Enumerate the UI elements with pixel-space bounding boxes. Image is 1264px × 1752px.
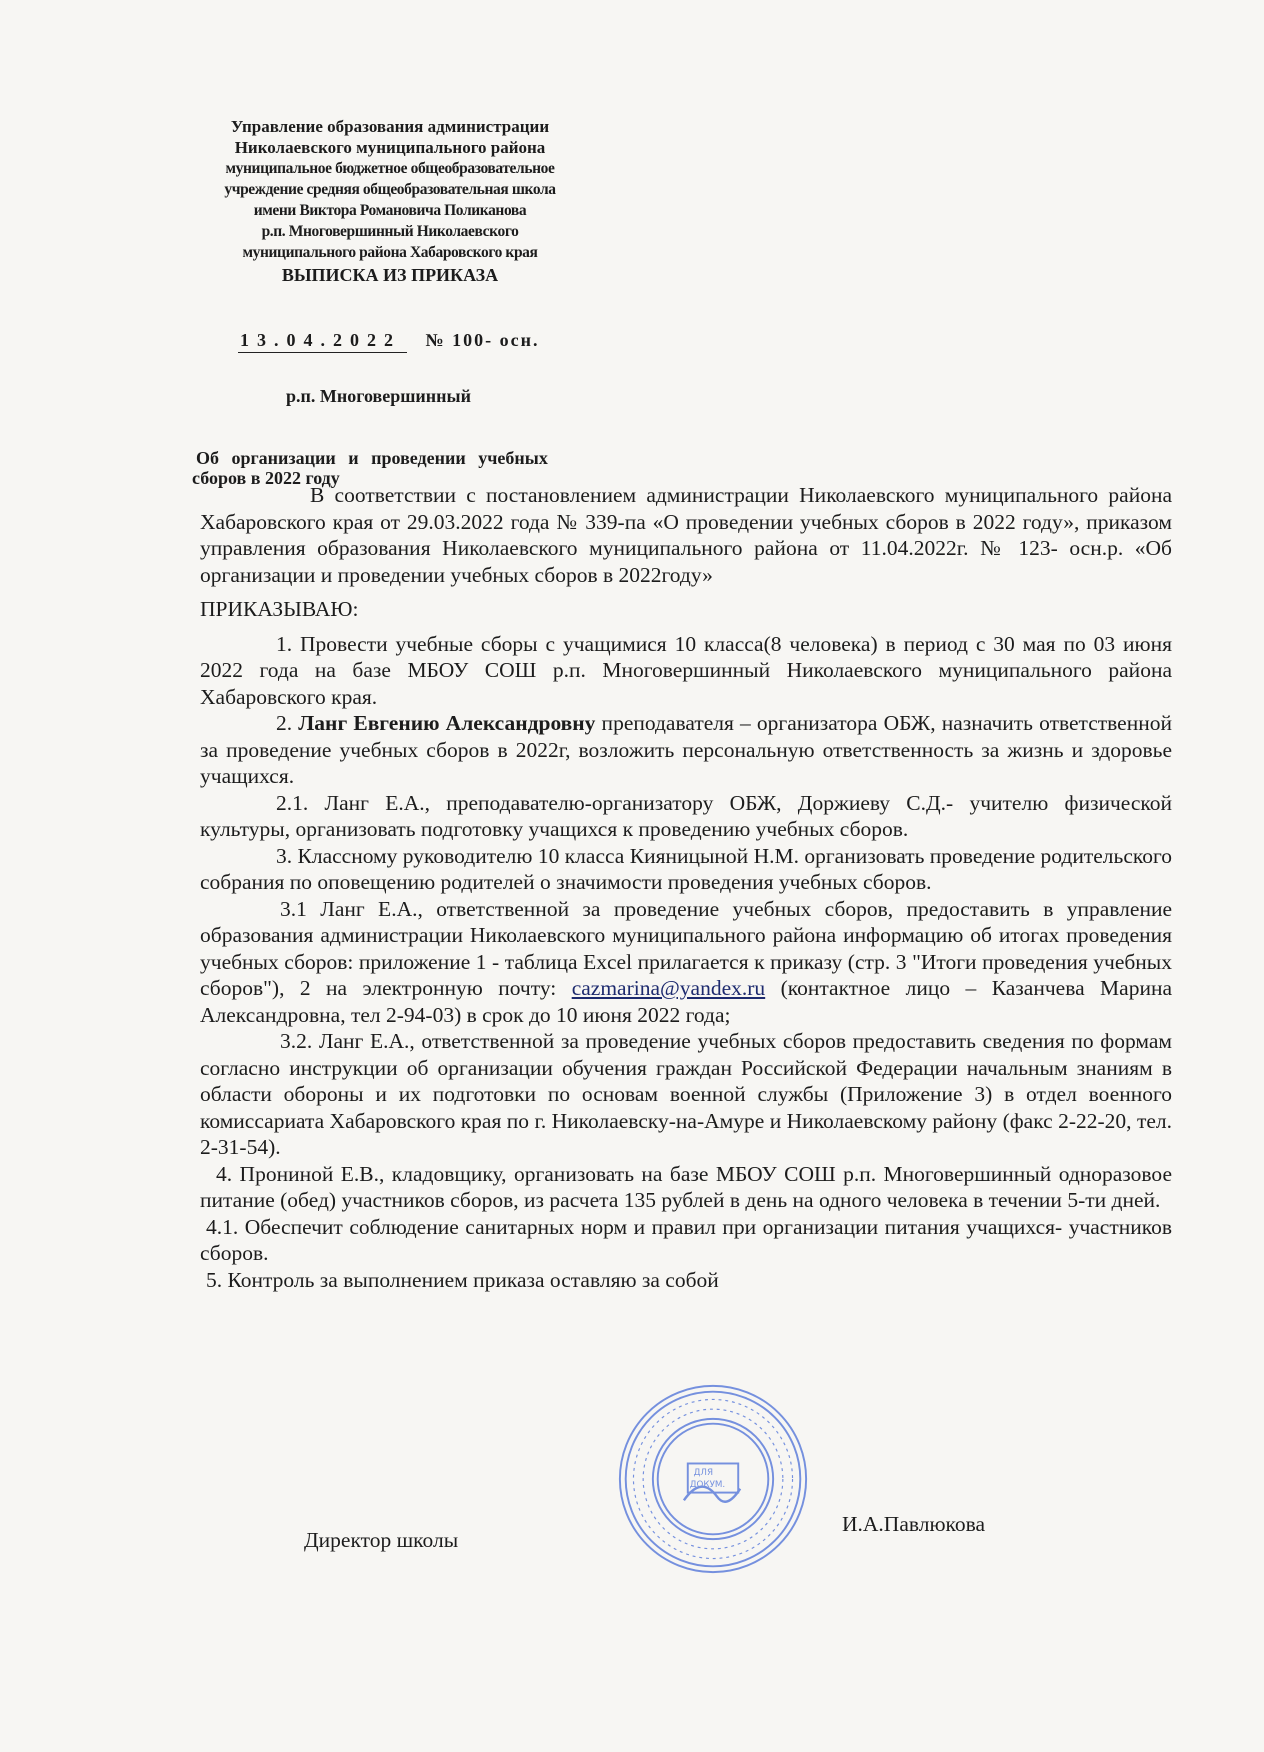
order-place: р.п. Многовершинный [286,386,471,406]
order-date-number [238,330,539,351]
order-item-3-2: 3.2. Ланг Е.А., ответственной за проведение учебных сборов предоставить сведения по формам согласно инструкции об организации обучения граждан Российской Федерации начальным знаниям в области обороны и их подготовки по основам военной службы (Приложение 3) в отдел военного комиссариата Хабаровского края по г. Николаевску-на-Амуре и Николаевскому району (факс 2-22-20, тел. 2-31-54). [200,1029,1172,1159]
preamble-paragraph: В соответствии с постановлением администрации Николаевского муниципального района Хабаровского края от 29.03.2022 года № 339-па «О проведении учебных сборов в 2022 году», приказом управления образования Николаевского муниципального района от 11.04.2022г. № 123- осн.р. «Об организации и проведении учебных сборов в 2022году» [200,483,1172,587]
signatory-name: И.А.Павлюкова [842,1512,986,1536]
letterhead-line: муниципальное бюджетное общеобразовательное [225,160,555,177]
order-item-2 [200,710,1172,790]
subject-line: Об организации и проведении учебных [196,448,548,468]
order-item-5: 5. Контроль за выполнением приказа оставляю за собой [206,1267,719,1292]
order-item-4-1: 4.1. Обеспечит соблюдение санитарных норм и правил при организации питания учащихся- участников сборов. [200,1214,1172,1265]
order-date: 13.04.2022 [238,330,407,353]
letterhead [180,116,600,286]
order-number: № 100- осн. [425,330,540,350]
svg-text:ДОКУМ.: ДОКУМ. [689,1479,726,1490]
svg-text:ДЛЯ: ДЛЯ [693,1468,714,1479]
signature-block [0,1512,1264,1568]
signatory-title: Директор школы [304,1528,459,1552]
order-item-3-1 [200,896,1172,1029]
order-item-2-1: 2.1. Ланг Е.А., преподавателю-организатору ОБЖ, Доржиеву С.Д.- учителю физической культуры, организовать подготовку учащихся к проведению учебных сборов. [200,790,1172,841]
letterhead-line: Управление образования администрации [230,117,550,136]
letterhead-line: учреждение средняя общеобразовательная школа [224,181,556,198]
responsible-person-name: Ланг Евгению Александровну [298,711,596,735]
email-link[interactable]: cazmarina@yandex.ru [571,976,766,1000]
order-word: ПРИКАЗЫВАЮ: [200,597,359,621]
letterhead-line: имени Виктора Романовича Поликанова [253,202,527,219]
item-text: (контактное лицо – Казанчева Марина Александровна, тел 2-94-03) в срок до 10 июня 2022 года; [200,976,1172,1027]
order-item-4: 4. Прониной Е.В., кладовщику, организовать на базе МБОУ СОШ р.п. Многовершинный одноразовое питание (обед) участников сборов, из расчета 135 рублей в день на одного человека в течении 5-ти дней. [200,1161,1172,1212]
order-item-1: 1. Провести учебные сборы с учащимися 10 класса(8 человека) в период с 30 мая по 03 июня 2022 года на базе МБОУ СОШ р.п. Многовершинный Николаевского муниципального района Хабаровского края. [200,631,1172,709]
order-body [200,482,1172,1293]
order-item-3: 3. Классному руководителю 10 класса Кияницыной Н.М. организовать проведение родительского собрания по оповещению родителей о значимости проведения учебных сборов. [200,843,1172,894]
document-title: ВЫПИСКА ИЗ ПРИКАЗА [281,265,499,285]
subject-line: сборов в 2022 году [192,468,340,488]
letterhead-line: муниципального района Хабаровского края [242,244,538,261]
item-text: преподавателя – организатора ОБЖ, назначить ответственной за проведение учебных сборов в 2022г, возложить персональную ответственность за жизнь и здоровье учащихся. [200,711,1172,788]
letterhead-line: р.п. Многовершинный Николаевского [261,223,519,240]
item-text: 3.1 Ланг Е.А., ответственной за проведение учебных сборов, предоставить в управление образования администрации Николаевского муниципального района информацию об итогах проведения учебных сборов: приложение 1 - таблица Excel прилагается к приказу (стр. 3 "Итоги проведения учебных сборов"), 2 на электронную почту: [200,896,1172,1000]
letterhead-line: Николаевского муниципального района [234,138,546,157]
item-number: 2. [276,711,299,735]
